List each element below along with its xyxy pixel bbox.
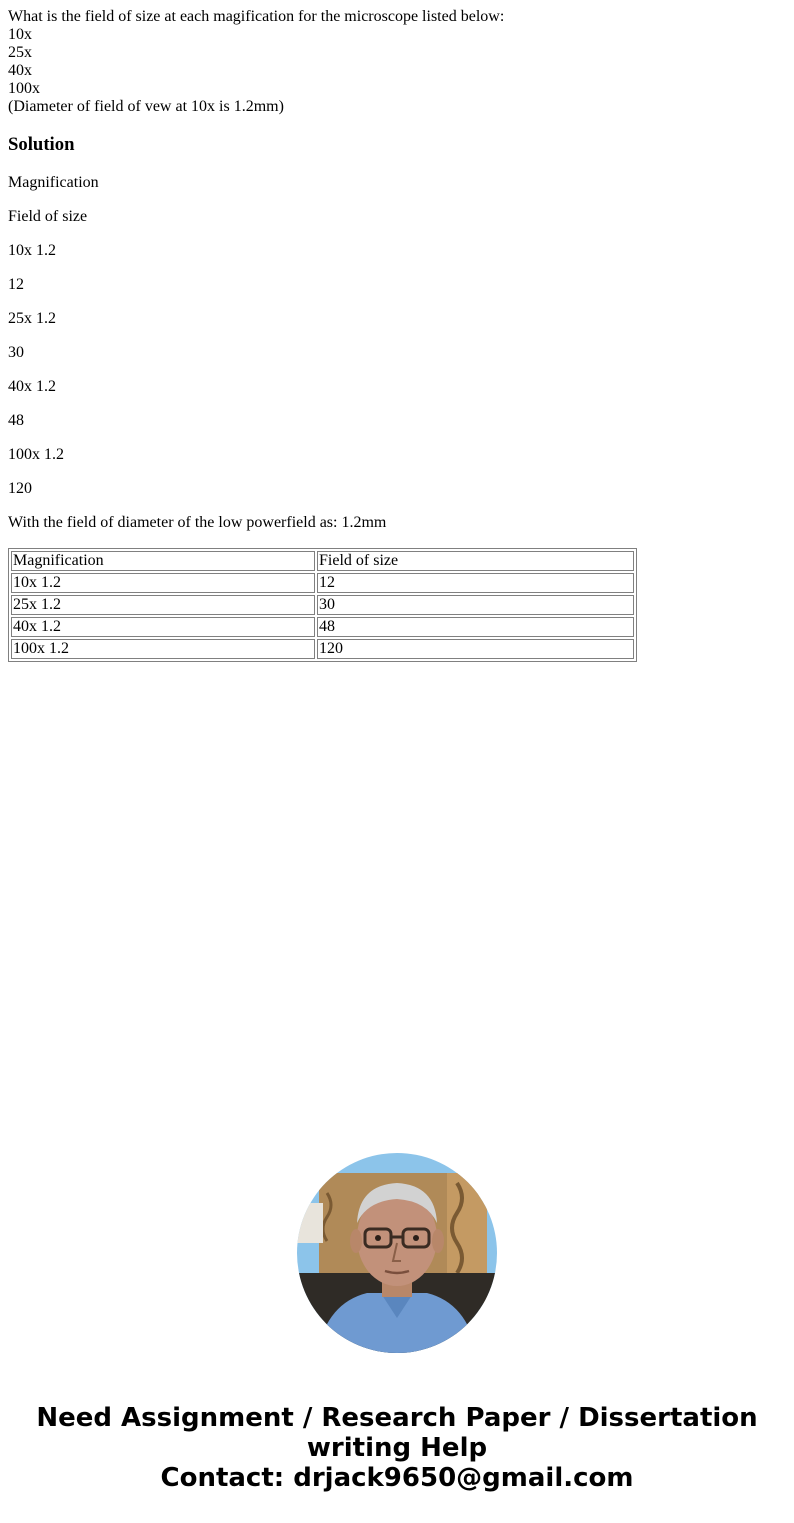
table-cell: 10x 1.2	[11, 573, 315, 593]
avatar	[297, 1153, 497, 1353]
solution-line: 30	[8, 344, 24, 361]
table-header-cell: Field of size	[317, 551, 634, 571]
table-row	[11, 573, 634, 593]
solution-line: 120	[8, 480, 32, 497]
solution-summary: With the field of diameter of the low powerfield as: 1.2mm	[8, 514, 387, 531]
solution-line: 25x 1.2	[8, 310, 56, 327]
avatar-portrait-image	[297, 1153, 497, 1353]
question-block	[8, 8, 786, 116]
solution-heading: Solution	[8, 134, 75, 155]
solution-line: 10x 1.2	[8, 242, 56, 259]
solution-line: 100x 1.2	[8, 446, 64, 463]
table-row	[11, 639, 634, 659]
promo-line-2: writing Help	[306, 1433, 488, 1463]
solution-line: 48	[8, 412, 24, 429]
table-row	[11, 617, 634, 637]
magnification-table	[8, 548, 637, 662]
question-option-10x: 10x	[8, 26, 32, 43]
table-cell: 100x 1.2	[11, 639, 315, 659]
promo-banner	[0, 1403, 794, 1493]
table-cell: 48	[317, 617, 634, 637]
solution-line: Magnification	[8, 174, 99, 191]
table-header-cell: Magnification	[11, 551, 315, 571]
table-row	[11, 595, 634, 615]
question-option-25x: 25x	[8, 44, 32, 61]
solution-line: 40x 1.2	[8, 378, 56, 395]
solution-lines	[8, 174, 786, 532]
table-cell: 30	[317, 595, 634, 615]
solution-line: Field of size	[8, 208, 88, 225]
question-option-100x: 100x	[8, 80, 40, 97]
table-cell: 40x 1.2	[11, 617, 315, 637]
table-cell: 120	[317, 639, 634, 659]
solution-line: 12	[8, 276, 24, 293]
question-option-40x: 40x	[8, 62, 32, 79]
table-cell: 12	[317, 573, 634, 593]
question-text: What is the field of size at each magification for the microscope listed below:	[8, 8, 505, 25]
question-note: (Diameter of field of vew at 10x is 1.2mm)	[8, 98, 284, 115]
promo-line-1: Need Assignment / Research Paper / Dissertation	[36, 1403, 758, 1433]
table-cell: 25x 1.2	[11, 595, 315, 615]
table-row	[11, 551, 634, 571]
document-body	[8, 8, 786, 662]
promo-contact: Contact: drjack9650@gmail.com	[160, 1463, 634, 1493]
